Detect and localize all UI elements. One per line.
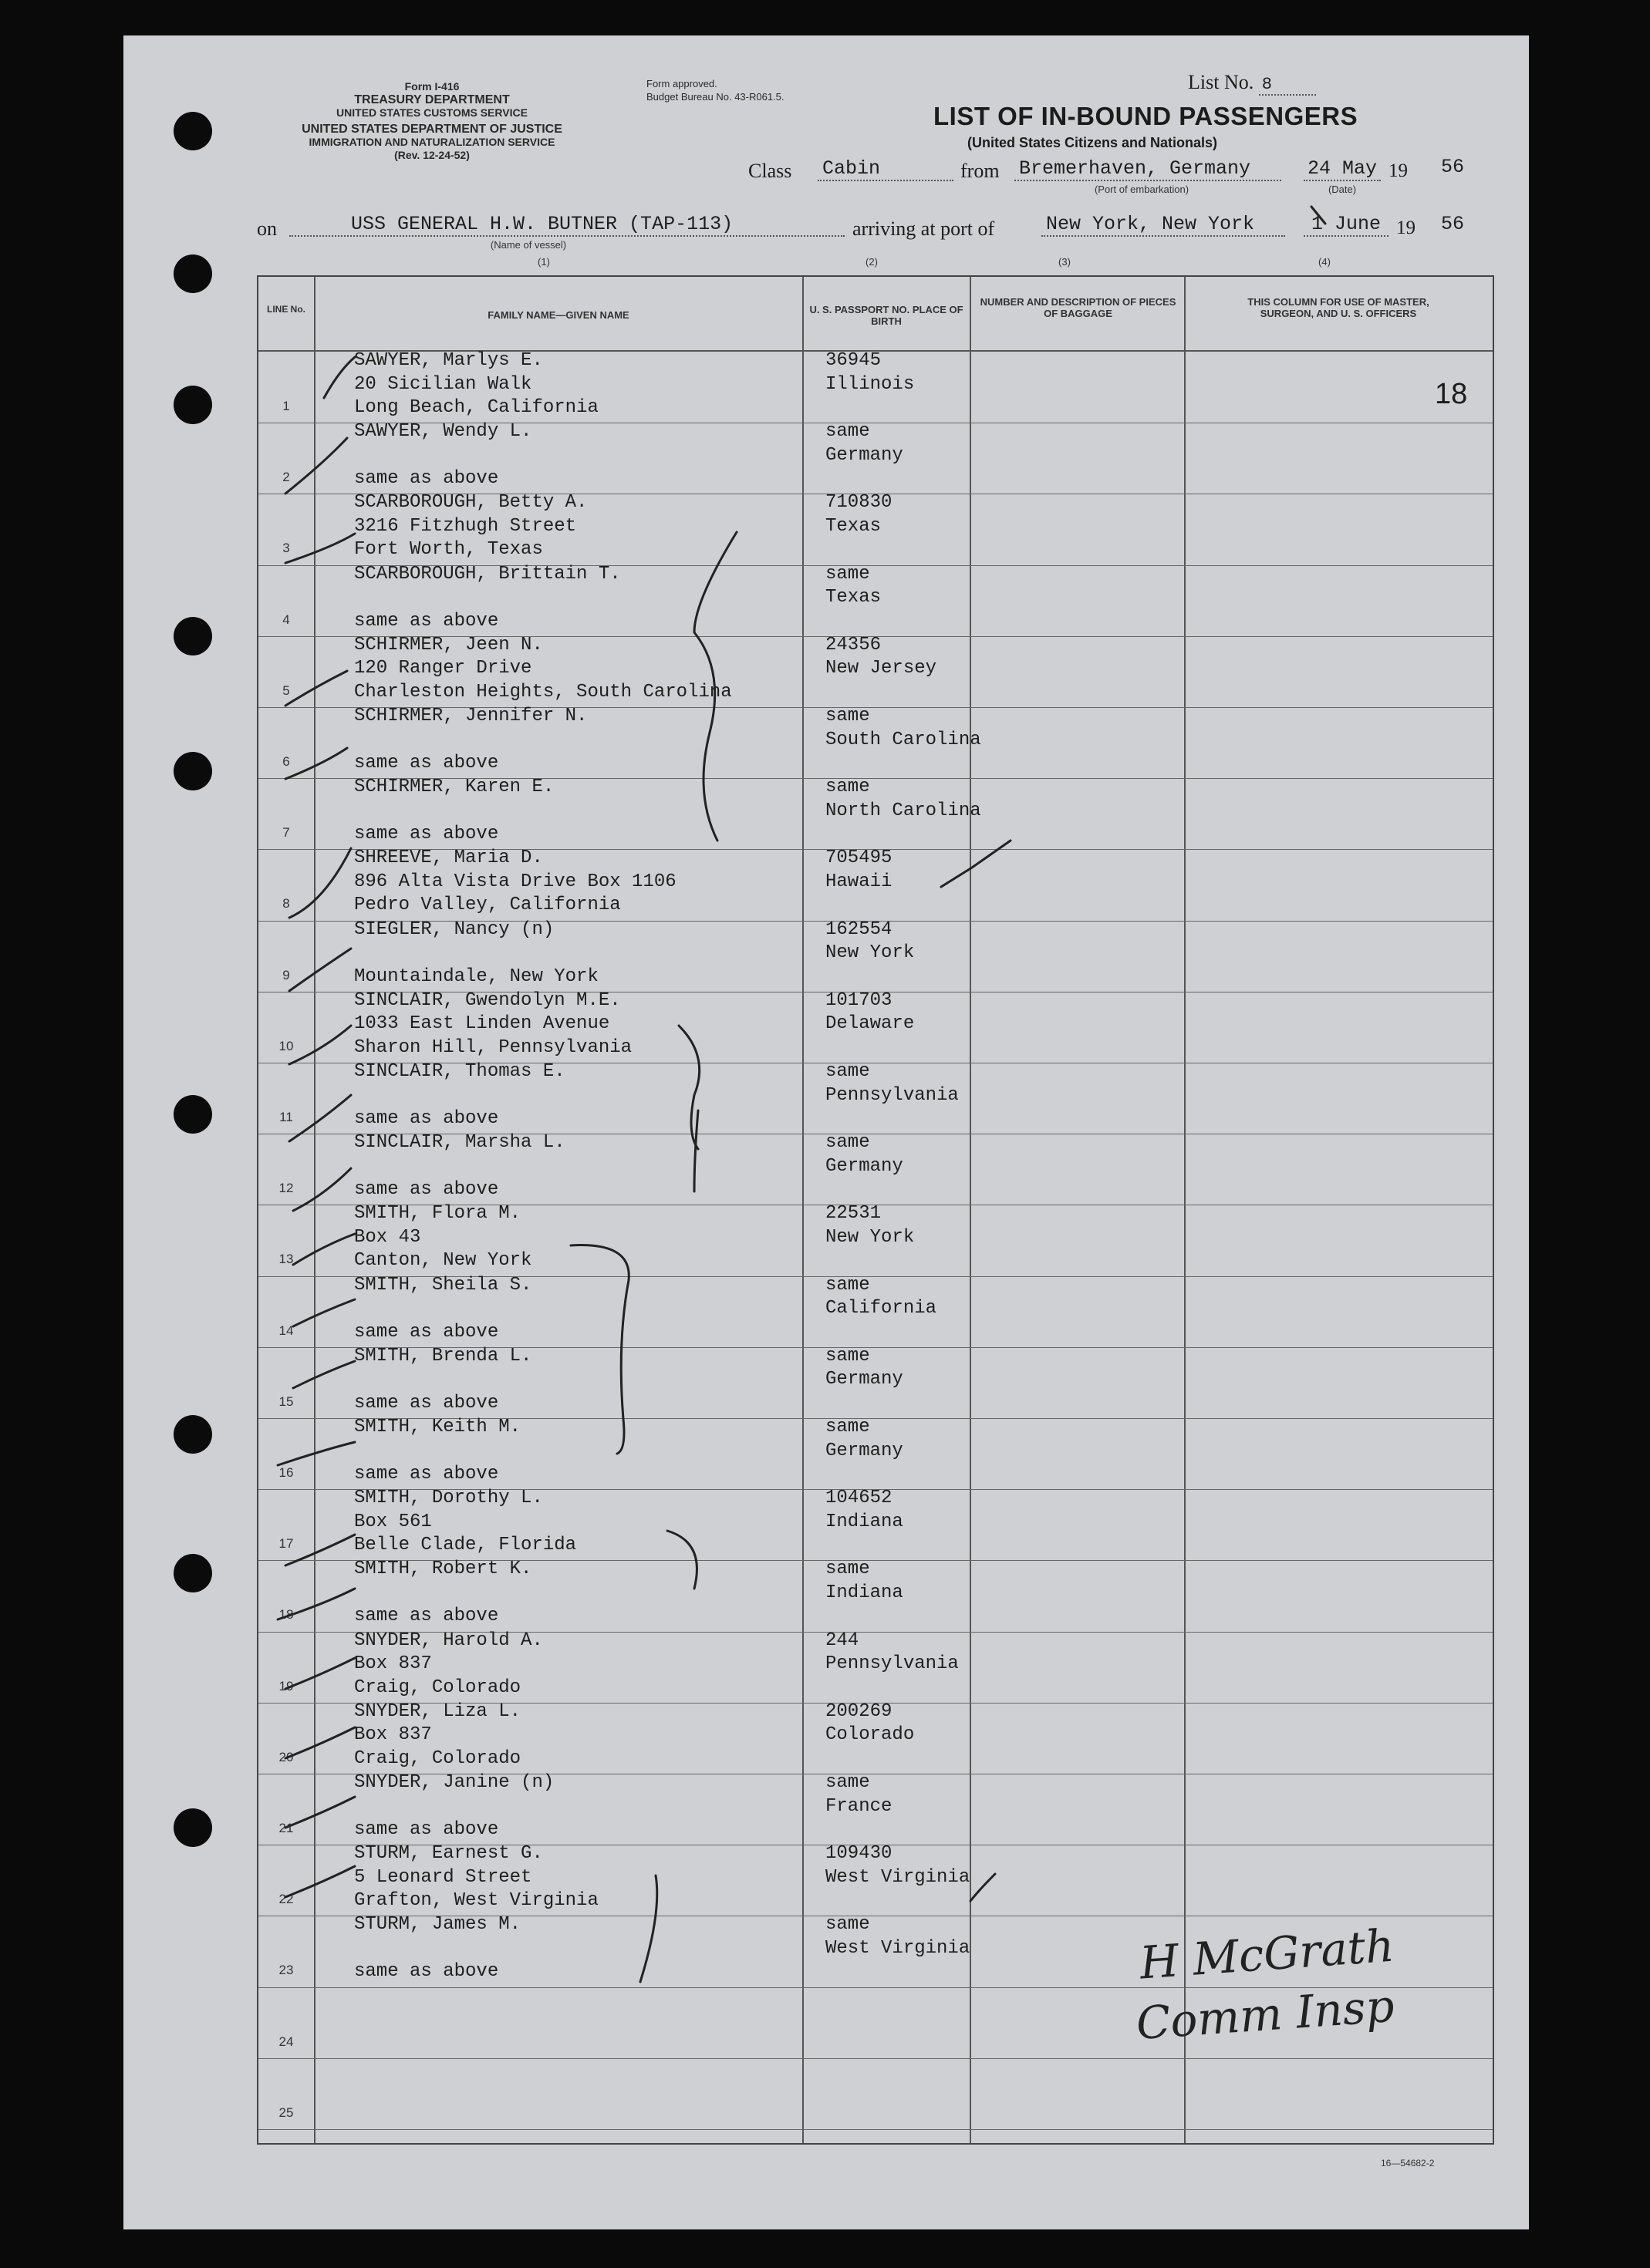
- departure-year-prefix: 19: [1388, 160, 1408, 181]
- passenger-address-line: same as above: [354, 1321, 499, 1343]
- column-2-caption: (2): [865, 256, 878, 268]
- header-passport: U. S. PASSPORT NO. PLACE OF BIRTH: [809, 304, 963, 327]
- passenger-address-line: Canton, New York: [354, 1250, 532, 1272]
- passport-number: same: [825, 706, 870, 726]
- place-of-birth: Germany: [825, 1369, 903, 1390]
- passenger-address-line: same as above: [354, 1179, 499, 1201]
- place-of-birth: California: [825, 1298, 937, 1319]
- passenger-name: SINCLAIR, Thomas E.: [354, 1061, 565, 1082]
- line-number: 22: [278, 1892, 294, 1907]
- line-number: 4: [282, 612, 290, 627]
- passport-number: same: [825, 777, 870, 798]
- class-label: Class: [748, 160, 792, 182]
- binder-hole: [174, 752, 212, 790]
- passenger-address-line: same as above: [354, 1961, 499, 1983]
- line-number: 21: [278, 1821, 294, 1835]
- budget-bureau: Budget Bureau No. 43-R061.5.: [646, 91, 785, 103]
- column-4-caption: (4): [1318, 256, 1331, 268]
- place-of-birth: Pennsylvania: [825, 1653, 959, 1675]
- passenger-address-line: Sharon Hill, Pennsylvania: [354, 1036, 633, 1058]
- passport-number: 200269: [825, 1700, 892, 1722]
- passport-number: same: [825, 563, 870, 585]
- passenger-address-line: Charleston Heights, South Carolina: [354, 681, 732, 703]
- passport-number: same: [825, 421, 870, 443]
- passenger-address-line: Long Beach, California: [354, 397, 599, 418]
- arrival-port: New York, New York: [1041, 213, 1285, 237]
- passport-number: 104652: [825, 1488, 892, 1509]
- line-number: 7: [282, 825, 290, 841]
- place-of-birth: Germany: [825, 444, 903, 466]
- arrival-year-prefix: 19: [1396, 217, 1415, 238]
- approval-block: [646, 77, 785, 103]
- line-number: 14: [278, 1323, 294, 1338]
- passenger-name: SNYDER, Harold A.: [354, 1629, 543, 1651]
- header-baggage: NUMBER AND DESCRIPTION OF PIECES OF BAGGAGE: [980, 296, 1176, 319]
- binder-hole: [174, 1554, 212, 1592]
- line-number: 8: [282, 896, 290, 912]
- line-number: 19: [278, 1678, 294, 1693]
- passenger-address-line: Fort Worth, Texas: [354, 539, 543, 561]
- line-number: 18: [278, 1607, 294, 1623]
- passenger-address-line: same as above: [354, 1819, 499, 1840]
- passenger-name: SMITH, Dorothy L.: [354, 1488, 543, 1509]
- line-number: 10: [278, 1038, 294, 1053]
- passenger-name: SAWYER, Wendy L.: [354, 421, 532, 443]
- port-of-embarkation: Bremerhaven, Germany: [1014, 157, 1281, 181]
- passenger-name: SMITH, Sheila S.: [354, 1274, 532, 1296]
- immigration-label: IMMIGRATION AND NATURALIZATION SERVICE: [309, 136, 555, 148]
- passenger-address-line: 20 Sicilian Walk: [354, 373, 532, 395]
- form-title: LIST OF IN-BOUND PASSENGERS: [933, 102, 1358, 130]
- place-of-birth: Germany: [825, 1440, 903, 1461]
- passenger-name: SAWYER, Marlys E.: [354, 350, 543, 371]
- line-number: 25: [278, 2105, 294, 2120]
- passenger-address-line: Craig, Colorado: [354, 1677, 521, 1698]
- vessel-caption: (Name of vessel): [490, 239, 567, 251]
- binder-hole: [174, 112, 212, 150]
- departure-year: 56: [1441, 156, 1465, 178]
- passport-number: 109430: [825, 1843, 892, 1865]
- place-of-birth: Indiana: [825, 1582, 903, 1603]
- list-label: List No.: [1188, 71, 1254, 93]
- passenger-address-line: Box 837: [354, 1653, 432, 1675]
- passenger-address-line: Mountaindale, New York: [354, 966, 599, 987]
- place-of-birth: New York: [825, 942, 915, 964]
- passenger-name: SMITH, Robert K.: [354, 1559, 532, 1580]
- count-annotation: 18: [1435, 378, 1468, 410]
- line-number: 2: [282, 470, 290, 485]
- passenger-address-line: 896 Alta Vista Drive Box 1106: [354, 871, 677, 892]
- passport-number: same: [825, 1914, 870, 1936]
- passenger-name: SCHIRMER, Jeen N.: [354, 634, 543, 655]
- passenger-address-line: Box 43: [354, 1226, 421, 1248]
- line-number: 17: [278, 1536, 294, 1552]
- from-label: from: [960, 160, 1000, 182]
- passenger-name: SNYDER, Janine (n): [354, 1772, 555, 1793]
- row-divider: [258, 2129, 1493, 2130]
- passenger-name: SCARBOROUGH, Betty A.: [354, 492, 588, 514]
- line-number: 15: [278, 1393, 294, 1409]
- passenger-name: STURM, James M.: [354, 1914, 521, 1936]
- signature-name: H McGrath: [1138, 1919, 1396, 1990]
- passenger-address-line: Craig, Colorado: [354, 1747, 521, 1769]
- passport-number: same: [825, 1132, 870, 1154]
- port-embark-caption: (Port of embarkation): [1094, 184, 1189, 195]
- passenger-name: SINCLAIR, Gwendolyn M.E.: [354, 989, 621, 1011]
- line-number: 6: [282, 754, 290, 769]
- passenger-name: SMITH, Flora M.: [354, 1203, 521, 1225]
- passport-number: same: [825, 1417, 870, 1437]
- passport-number: 710830: [825, 492, 892, 514]
- header-family-name: FAMILY NAME—GIVEN NAME: [488, 309, 629, 321]
- passport-number: 162554: [825, 918, 892, 940]
- passenger-name: SHREEVE, Maria D.: [354, 848, 543, 869]
- revision-label: (Rev. 12-24-52): [394, 149, 470, 161]
- place-of-birth: Germany: [825, 1155, 903, 1177]
- signature-title: Comm Insp: [1134, 1979, 1396, 2051]
- place-of-birth: New Jersey: [825, 658, 937, 679]
- place-of-birth: Hawaii: [825, 871, 892, 892]
- line-number: 11: [279, 1110, 293, 1124]
- place-of-birth: Texas: [825, 587, 882, 608]
- passport-number: same: [825, 1559, 870, 1580]
- class-value: Cabin: [818, 157, 953, 181]
- passenger-address-line: same as above: [354, 824, 499, 845]
- binder-hole: [174, 617, 212, 655]
- line-number: 1: [282, 399, 290, 413]
- line-number: 3: [282, 541, 290, 556]
- place-of-birth: North Carolina: [825, 800, 981, 821]
- passenger-name: SCHIRMER, Karen E.: [354, 777, 555, 798]
- binder-hole: [174, 1095, 212, 1134]
- arrival-date: 1 June: [1304, 213, 1388, 237]
- binder-hole: [174, 1808, 212, 1847]
- form-number: Form I-416: [404, 80, 460, 93]
- row-divider: [258, 2058, 1493, 2059]
- line-number: 20: [278, 1749, 294, 1764]
- inspector-signature: [1134, 1919, 1400, 2051]
- passenger-address-line: same as above: [354, 1606, 499, 1627]
- line-number: 24: [278, 2034, 294, 2049]
- passenger-address-line: same as above: [354, 1392, 499, 1414]
- place-of-birth: West Virginia: [825, 1866, 970, 1888]
- passenger-name: SMITH, Keith M.: [354, 1417, 521, 1437]
- line-number: 16: [278, 1465, 294, 1480]
- on-label: on: [257, 217, 277, 240]
- passenger-address-line: same as above: [354, 610, 499, 632]
- place-of-birth: France: [825, 1795, 892, 1817]
- passenger-name: SNYDER, Liza L.: [354, 1700, 521, 1722]
- binder-hole: [174, 386, 212, 424]
- place-of-birth: West Virginia: [825, 1937, 970, 1959]
- passport-number: 244: [825, 1629, 859, 1651]
- passenger-name: SMITH, Brenda L.: [354, 1345, 532, 1367]
- list-number: 8: [1259, 75, 1316, 96]
- passport-number: 22531: [825, 1203, 882, 1225]
- passenger-table: [257, 275, 1494, 2145]
- place-of-birth: Delaware: [825, 1013, 915, 1035]
- form-subtitle: (United States Citizens and Nationals): [967, 135, 1218, 150]
- column-3-caption: (3): [1058, 256, 1071, 268]
- passport-number: 101703: [825, 989, 892, 1011]
- passenger-address-line: Grafton, West Virginia: [354, 1890, 599, 1912]
- passport-number: same: [825, 1772, 870, 1793]
- place-of-birth: Texas: [825, 515, 882, 537]
- header-officers: THIS COLUMN FOR USE OF MASTER, SURGEON, AND U. S. OFFICERS: [1247, 296, 1429, 319]
- binder-hole: [174, 1415, 212, 1454]
- header-line-no: LINE No.: [267, 304, 305, 315]
- passenger-name: SIEGLER, Nancy (n): [354, 918, 555, 940]
- line-number: 12: [278, 1181, 294, 1196]
- footer-form-code: 16—54682-2: [1381, 2158, 1435, 2169]
- line-number: 9: [282, 967, 290, 982]
- passenger-name: SCARBOROUGH, Brittain T.: [354, 563, 621, 585]
- passenger-name: SCHIRMER, Jennifer N.: [354, 706, 588, 726]
- passenger-address-line: same as above: [354, 753, 499, 773]
- passenger-address-line: same as above: [354, 468, 499, 490]
- passenger-address-line: Box 561: [354, 1511, 432, 1532]
- passport-number: 705495: [825, 848, 892, 869]
- date-caption: (Date): [1328, 184, 1357, 195]
- passport-number: same: [825, 1061, 870, 1082]
- passenger-address-line: 1033 East Linden Avenue: [354, 1013, 610, 1035]
- line-number: 23: [278, 1963, 294, 1978]
- binder-hole: [174, 254, 212, 293]
- passenger-address-line: Pedro Valley, California: [354, 895, 621, 916]
- place-of-birth: Illinois: [825, 373, 915, 395]
- vessel-name: USS GENERAL H.W. BUTNER (TAP-113): [289, 213, 845, 237]
- column-1-caption: (1): [538, 256, 550, 268]
- form-approved: Form approved.: [646, 78, 717, 89]
- arrival-year: 56: [1441, 213, 1465, 235]
- justice-label: UNITED STATES DEPARTMENT OF JUSTICE: [302, 123, 562, 136]
- passport-number: 24356: [825, 634, 882, 655]
- form-agency-block: [247, 80, 617, 162]
- line-number: 5: [282, 682, 290, 698]
- place-of-birth: Colorado: [825, 1724, 915, 1746]
- passenger-address-line: Belle Clade, Florida: [354, 1535, 577, 1556]
- passport-number: 36945: [825, 350, 882, 371]
- passenger-address-line: same as above: [354, 1464, 499, 1484]
- place-of-birth: Indiana: [825, 1511, 903, 1532]
- passenger-name: STURM, Earnest G.: [354, 1843, 543, 1865]
- arriving-label: arriving at port of: [852, 217, 995, 240]
- passenger-address-line: 5 Leonard Street: [354, 1866, 532, 1888]
- list-number-row: [1188, 71, 1316, 96]
- passenger-address-line: 3216 Fitzhugh Street: [354, 515, 577, 537]
- passenger-address-line: Box 837: [354, 1724, 432, 1746]
- treasury-label: TREASURY DEPARTMENT: [354, 93, 510, 106]
- passport-number: same: [825, 1274, 870, 1296]
- place-of-birth: New York: [825, 1226, 915, 1248]
- line-number: 13: [278, 1252, 294, 1267]
- passenger-address-line: same as above: [354, 1108, 499, 1129]
- passenger-address-line: 120 Ranger Drive: [354, 658, 532, 679]
- place-of-birth: Pennsylvania: [825, 1084, 959, 1106]
- place-of-birth: South Carolina: [825, 729, 981, 750]
- customs-label: UNITED STATES CUSTOMS SERVICE: [336, 106, 528, 119]
- departure-date: 24 May: [1304, 157, 1381, 181]
- passport-number: same: [825, 1345, 870, 1367]
- passenger-name: SINCLAIR, Marsha L.: [354, 1132, 565, 1154]
